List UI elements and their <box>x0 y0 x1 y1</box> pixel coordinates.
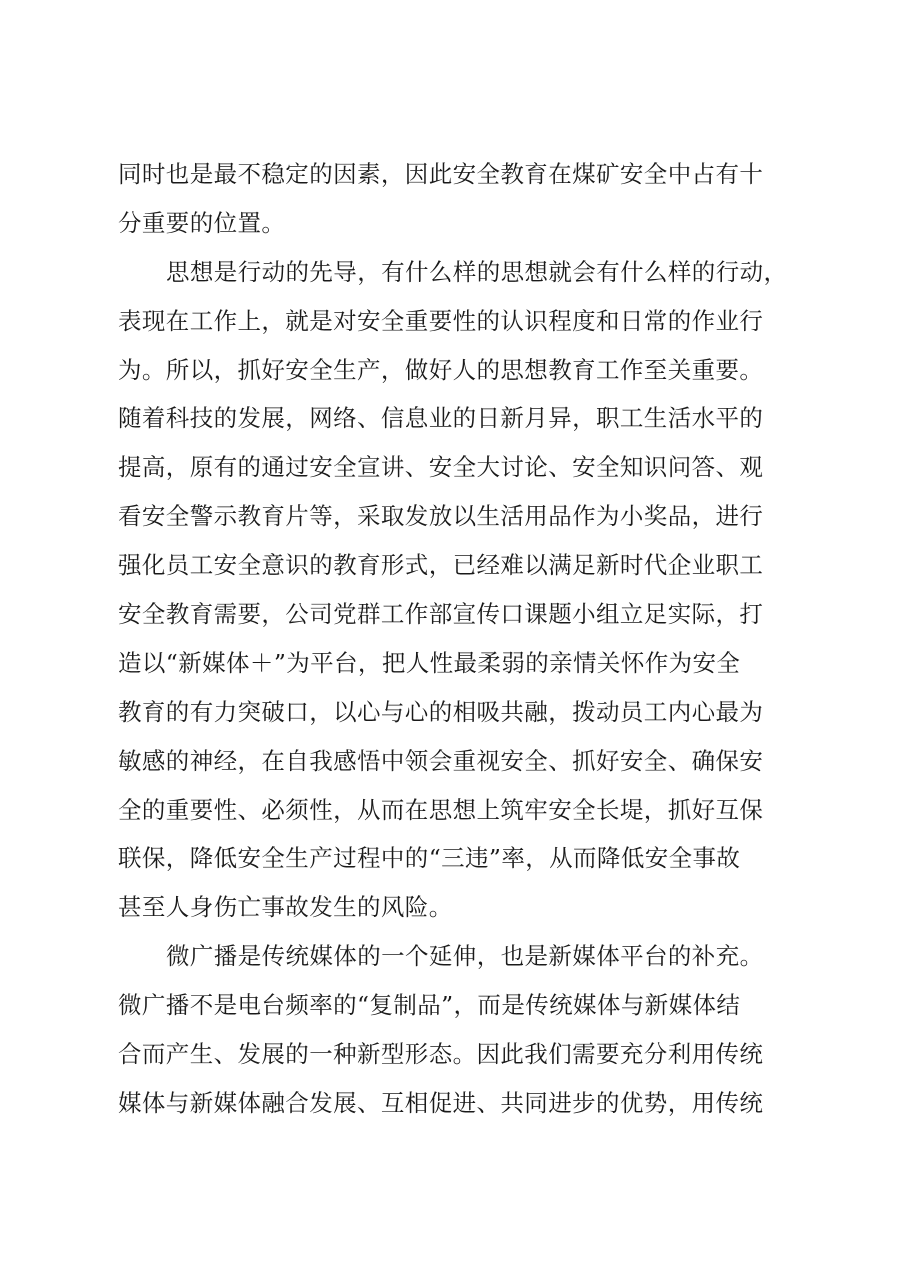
text-line: 媒体与新媒体融合发展、互相促进、共同进步的优势，用传统 <box>118 1088 764 1117</box>
paragraph-2 <box>118 248 808 932</box>
text-line: 微广播是传统媒体的一个延伸，也是新媒体平台的补充。 <box>166 942 764 971</box>
text-line: 分重要的位置。 <box>118 208 286 237</box>
text-line: 全的重要性、必须性，从而在思想上筑牢安全长堤，抓好互保 <box>118 795 764 824</box>
text-line: 同时也是最不稳定的因素，因此安全教育在煤矿安全中占有十 <box>118 160 764 188</box>
paragraph-1 <box>118 150 808 248</box>
text-line: 敏感的神经，在自我感悟中领会重视安全、抓好安全、确保安 <box>118 746 764 775</box>
text-line: 联保，降低安全生产过程中的“三违”率，从而降低安全事故 <box>118 844 741 873</box>
text-line: 甚至人身伤亡事故发生的风险。 <box>118 893 453 922</box>
text-line: 合而产生、发展的一种新型形态。因此我们需要充分利用传统 <box>118 1040 764 1069</box>
text-line: 安全教育需要，公司党群工作部宣传口课题小组立足实际，打 <box>118 600 764 629</box>
paragraph-3 <box>118 932 808 1128</box>
text-line: 表现在工作上，就是对安全重要性的认识程度和日常的作业行 <box>118 306 764 335</box>
text-line: 为。所以，抓好安全生产，做好人的思想教育工作至关重要。 <box>118 355 764 384</box>
text-line: 强化员工安全意识的教育形式，已经难以满足新时代企业职工 <box>118 551 764 580</box>
text-line: 微广播不是电台频率的“复制品”，而是传统媒体与新媒体结 <box>118 991 741 1020</box>
document-body <box>118 150 808 1128</box>
text-line: 提高，原有的通过安全宣讲、安全大讨论、安全知识问答、观 <box>118 453 764 482</box>
text-line: 教育的有力突破口，以心与心的相吸共融，拨动员工内心最为 <box>118 697 764 726</box>
text-line: 看安全警示教育片等，采取发放以生活用品作为小奖品，进行 <box>118 502 764 531</box>
text-line: 随着科技的发展，网络、信息业的日新月异，职工生活水平的 <box>118 404 764 433</box>
text-line: 思想是行动的先导，有什么样的思想就会有什么样的行动， <box>166 257 788 286</box>
text-line: 造以“新媒体＋”为平台，把人性最柔弱的亲情关怀作为安全 <box>118 648 741 677</box>
